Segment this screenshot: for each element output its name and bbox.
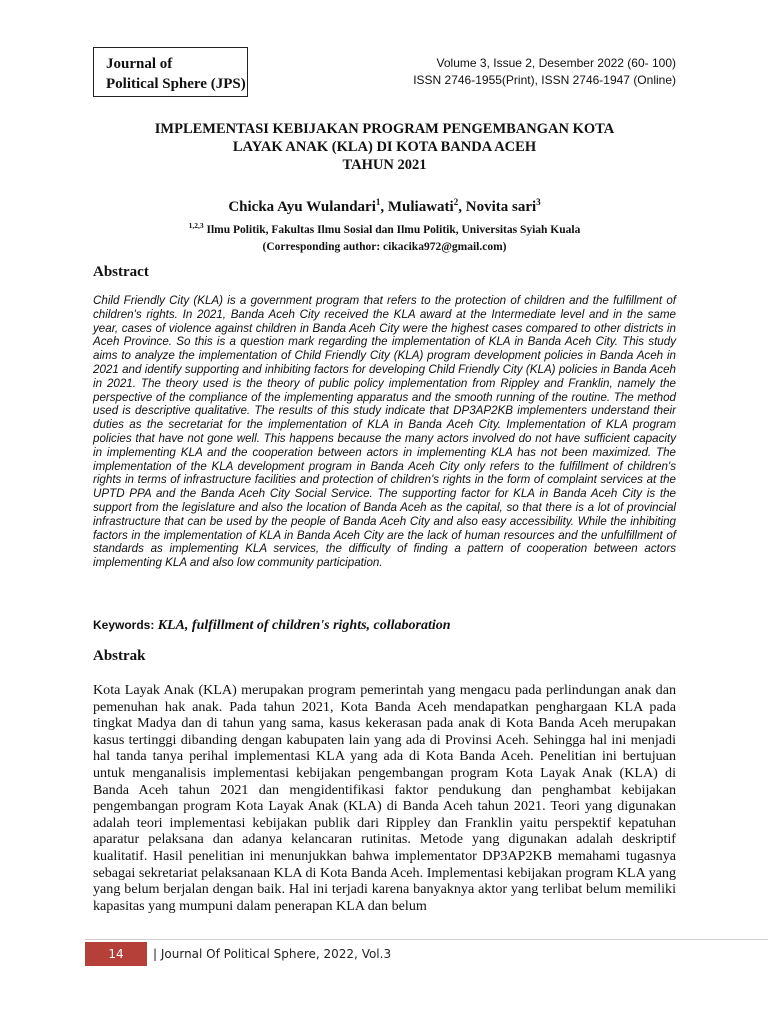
author-list [93,193,676,216]
keywords-label: Keywords: [93,618,158,632]
author-affiliation-mark: 3 [536,197,541,207]
abstract-text: Child Friendly City (KLA) is a government program that refers to the protection of children and the fulfillment of children's rights. In 2021, Banda Aceh City received the KLA award at the Intermediate level and in the same year, cases of violence against children in Banda Aceh City were the highest cases compared to other districts in Aceh Province. So this is a question mark regarding the implementation of KLA in Banda Aceh City. This study aims to analyze the implementation of Child Friendly City (KLA) program development policies in Banda Aceh in 2021 and identify supporting and inhibiting factors for developing Child Friendly City (KLA) policies in Banda Aceh in 2021. The theory used is the theory of public policy implementation from Rippley and Franklin, namely the perspective of the compliance of the implementing apparatus and the smooth running of the routine. The method used is descriptive qualitative. The results of this study indicate that DP3AP2KB implementers understand their duties as the secretariat for the implementation of KLA in Banda Aceh City. Implementation of KLA program policies that have not gone well. This happens because the many actors involved do not have sufficient capacity in implementing KLA and the cooperation between actors in implementing KLA has not been maximized. The implementation of the KLA development program in Banda Aceh City only refers to the fulfillment of children's rights in terms of infrastructure facilities and protection of children's rights in the form of complaint services at the UPTD PPA and the Banda Aceh City Social Service. The supporting factor for KLA in Banda Aceh City is the support from the legislature and also the location of Banda Aceh as the capital, so that there is a lot of provincial infrastructure that can be used by the people of Banda Aceh City and also easy accessibility. While the inhibiting factors in the implementation of KLA in Banda Aceh City are the lack of human resources and the unfulfillment of standards as implementing KLA services, the difficulty of finding a pattern of cooperation between actors implementing KLA and also low community participation. [93,294,676,570]
journal-name-line1: Journal of [106,56,173,72]
author-name: Chicka Ayu Wulandari [228,199,376,215]
page-number: 14 [85,942,147,966]
affiliation-text: Ilmu Politik, Fakultas Ilmu Sosial dan Ilmu Politik, Universitas Syiah Kuala [203,223,581,236]
keywords-value: KLA, fulfillment of children's rights, collaboration [157,618,451,633]
paper-title [93,120,676,174]
author-name: Muliawati [387,199,454,215]
journal-name-line2: Political Sphere (JPS) [106,76,246,92]
title-line-3: TAHUN 2021 [342,157,427,173]
author-name: Novita sari [465,199,537,215]
abstract-heading: Abstract [93,264,149,280]
abstrak-text: Kota Layak Anak (KLA) merupakan program pemerintah yang mengacu pada perlindungan anak dan pemenuhan hak anak. Pada tahun 2021, Kota Banda Aceh mendapatkan penghargaan KLA pada tingkat Madya dan di tahun yang sama, kasus kekerasan pada anak di Kota Banda Aceh merupakan kasus tertinggi dibanding dengan kabupaten lain yang ada di Provinsi Aceh. Sehingga hal ini menjadi hal tanda tanya perihal implementasi KLA yang ada di Kota Banda Aceh. Penelitian ini bertujuan untuk menganalisis implementasi kebijakan pengembangan program Kota Layak Anak (KLA) di Banda Aceh tahun 2021 dan mengidentifikasi faktor pendukung dan penghambat kebijakan pengembangan program Kota Layak Anak (KLA) di Banda Aceh tahun 2021. Teori yang digunakan adalah teori implementasi kebijakan publik dari Rippley dan Franklin yaitu perspektif kepatuhan aparatur pelaksana dan adanya kelancaran rutinitas. Metode yang digunakan adalah deskriptif kualitatif. Hasil penelitian ini menunjukkan bahwa implementator DP3AP2KB memahami tugasnya sebagai sekretariat pelaksanaan KLA di Kota Banda Aceh. Implementasi kebijakan program KLA yang yang belum berjalan dengan baik. Hal ini terjadi karena banyaknya aktor yang terlibat belum memiliki kapasitas yang mumpuni dalam penerapan KLA dan belum [93,682,676,914]
abstrak-heading: Abstrak [93,648,146,664]
issn-info: ISSN 2746-1955(Print), ISSN 2746-1947 (Online) [413,73,676,87]
title-line-2: LAYAK ANAK (KLA) DI KOTA BANDA ACEH [232,139,537,155]
footer-journal-text: | Journal Of Political Sphere, 2022, Vol.3 [153,947,392,961]
affiliation-mark: 1,2,3 [188,221,204,230]
affiliation [93,218,676,238]
author-affiliation-mark: 1 [375,197,381,207]
issue-info [413,55,676,89]
journal-name-box [93,47,248,97]
author-separator: , [458,199,466,215]
author-affiliation-mark: 2 [453,197,459,207]
volume-info: Volume 3, Issue 2, Desember 2022 (60- 100) [436,56,676,70]
corresponding-author: (Corresponding author: cikacika972@gmail.com) [262,241,507,253]
footer-divider [85,939,768,940]
author-separator: , [380,199,388,215]
keywords [93,617,676,634]
title-line-1: IMPLEMENTASI KEBIJAKAN PROGRAM PENGEMBANGAN KOTA [154,121,615,137]
